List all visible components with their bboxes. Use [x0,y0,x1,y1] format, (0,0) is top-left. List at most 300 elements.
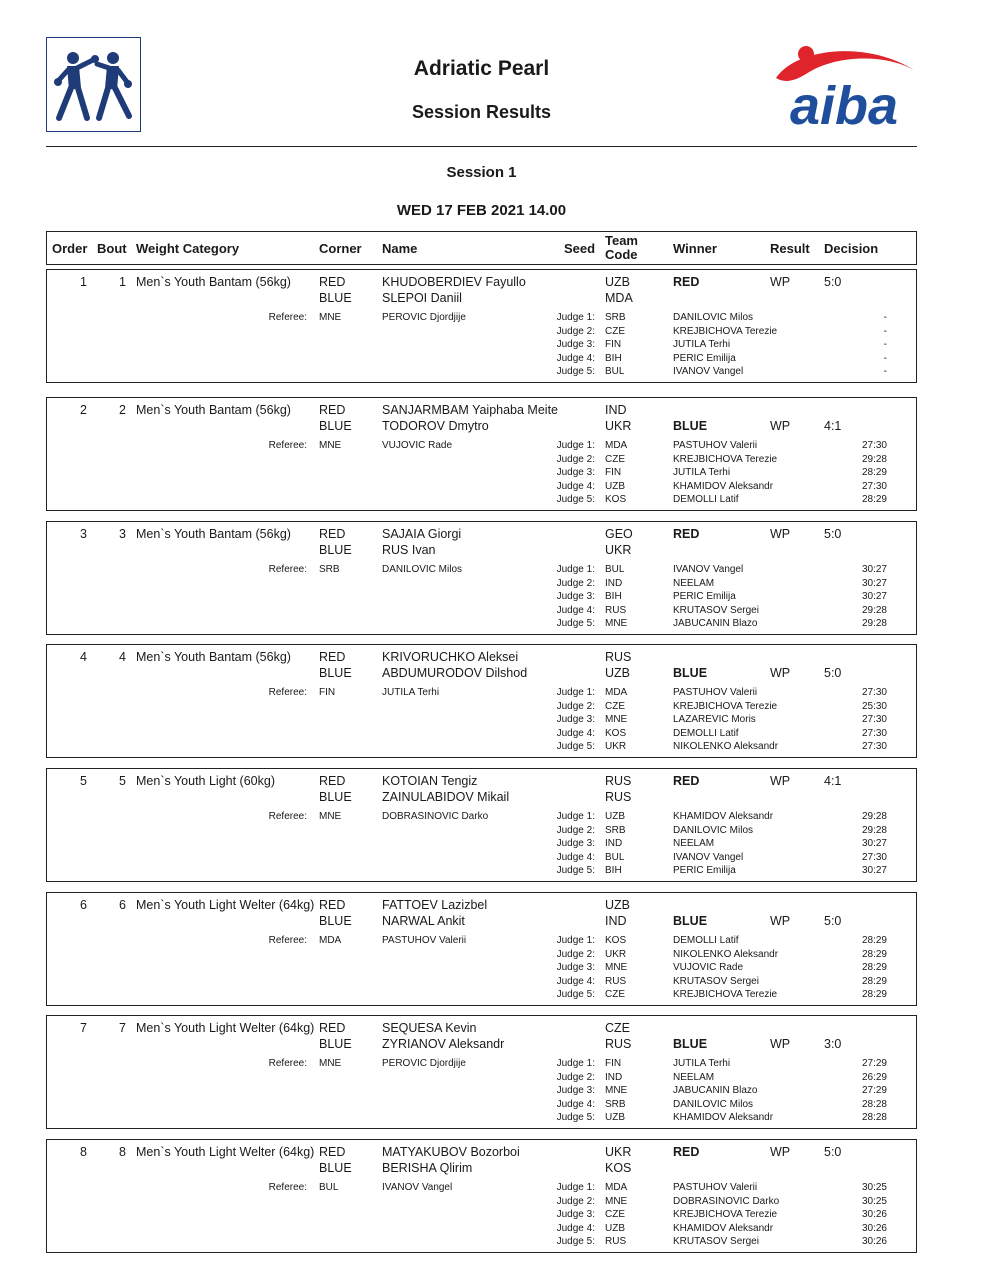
bout-order: 3 [80,527,87,541]
blue-team-code: KOS [605,1161,632,1175]
blue-boxer-name: RUS Ivan [382,543,436,557]
judge-label: Judge 3: [556,339,595,351]
decision: 5:0 [824,914,842,928]
judge-name: NIKOLENKO Aleksandr [673,948,779,960]
decision: 4:1 [824,419,842,433]
bout-order: 5 [80,774,87,788]
bout-number: 1 [119,275,126,289]
red-team-code: CZE [605,1021,630,1035]
bout-block [46,1139,917,1253]
result: WP [770,666,791,680]
judge-score: 28:29 [861,989,887,1001]
referee-label: Referee: [268,440,307,451]
winner: BLUE [673,666,708,680]
judge-score: 28:29 [861,948,887,960]
judge-name: PASTUHOV Valerii [673,440,758,451]
judge-label: Judge 5: [556,1112,595,1124]
referee-name: PEROVIC Djordjije [382,312,466,323]
col-weight-category: Weight Category [136,241,240,256]
judge-code: UKR [605,948,627,960]
blue-team-code: IND [605,914,627,928]
blue-corner-label: BLUE [319,419,352,433]
winner: RED [673,1145,700,1159]
judge-label: Judge 4: [556,851,595,863]
referee-code: MNE [319,811,342,822]
judge-label: Judge 4: [556,975,595,987]
blue-corner-label: BLUE [319,543,352,557]
bout-number: 5 [119,774,126,788]
weight-category: Men`s Youth Light (60kg) [136,774,275,788]
judge-label: Judge 2: [556,577,595,589]
judge-label: Judge 4: [556,352,595,364]
judge-name: DEMOLLI Latif [673,727,739,739]
col-winner: Winner [673,241,717,256]
referee-label: Referee: [268,1058,307,1069]
judge-label: Judge 3: [556,591,595,603]
judge-score: 27:29 [861,1058,887,1069]
weight-category: Men`s Youth Bantam (56kg) [136,650,291,664]
judge-name: PERIC Emilija [673,352,736,364]
judge-code: KOS [605,494,627,506]
decision: 4:1 [824,774,842,788]
referee-name: IVANOV Vangel [382,1182,453,1193]
judge-name: NEELAM [673,838,715,850]
judge-label: Judge 2: [556,1195,595,1207]
blue-corner-label: BLUE [319,291,352,305]
judge-score: 27:30 [861,440,887,451]
red-boxer-name: MATYAKUBOV Bozorboi [382,1145,520,1159]
judge-code: CZE [605,453,625,465]
blue-team-code: RUS [605,1037,632,1051]
judge-label: Judge 5: [556,865,595,877]
red-boxer-name: SAJAIA Giorgi [382,527,462,541]
judge-name: KREJBICHOVA Terezie [673,1209,778,1221]
judge-score: 28:29 [861,467,887,479]
referee-label: Referee: [268,1182,307,1193]
bout-block [46,768,917,882]
winner: BLUE [673,914,708,928]
col-order: Order [52,241,88,256]
bout-number: 3 [119,527,126,541]
judge-score: 28:29 [861,975,887,987]
judge-score: 28:29 [861,935,887,946]
judge-code: CZE [605,700,625,712]
blue-boxer-name: ZYRIANOV Aleksandr [382,1037,505,1051]
judge-name: DOBRASINOVIC Darko [673,1195,780,1207]
judge-name: DEMOLLI Latif [673,935,739,946]
judge-code: SRB [605,312,626,323]
blue-boxer-name: SLEPOI Daniil [382,291,462,305]
judge-label: Judge 1: [556,564,595,575]
judge-label: Judge 5: [556,741,595,753]
blue-boxer-name: BERISHA Qlirim [382,1161,473,1175]
judge-code: RUS [605,604,627,616]
blue-boxer-name: ZAINULABIDOV Mikail [382,790,510,804]
blue-corner-label: BLUE [319,914,352,928]
winner: BLUE [673,1037,708,1051]
judge-code: BIH [605,352,622,364]
judge-name: JUTILA Terhi [673,467,731,479]
referee-label: Referee: [268,312,307,323]
judge-code: BIH [605,865,622,877]
judge-label: Judge 2: [556,700,595,712]
result: WP [770,914,791,928]
judge-label: Judge 1: [556,1182,595,1193]
judge-name: DEMOLLI Latif [673,494,739,506]
referee-code: BUL [319,1182,339,1193]
judge-score: 25:30 [861,700,887,712]
judge-code: FIN [605,339,622,351]
referee-name: PEROVIC Djordjije [382,1058,466,1069]
blue-boxer-name: TODOROV Dmytro [382,419,489,433]
judge-name: KHAMIDOV Aleksandr [673,480,774,492]
judge-label: Judge 4: [556,604,595,616]
referee-code: MNE [319,312,342,323]
judge-code: KOS [605,935,627,946]
decision: 5:0 [824,666,842,680]
judge-score: 28:28 [861,1098,887,1110]
judge-score: 27:29 [861,1085,887,1097]
red-boxer-name: SEQUESA Kevin [382,1021,477,1035]
winner: BLUE [673,419,708,433]
judge-label: Judge 5: [556,494,595,506]
judge-name: IVANOV Vangel [673,564,744,575]
judge-code: MNE [605,1085,628,1097]
judge-code: RUS [605,1236,627,1248]
judge-name: JABUCANIN Blazo [673,618,758,630]
judge-label: Judge 1: [556,312,595,323]
blue-corner-label: BLUE [319,1161,352,1175]
judge-name: PERIC Emilija [673,591,736,603]
result: WP [770,774,791,788]
judge-name: KHAMIDOV Aleksandr [673,1112,774,1124]
decision: 3:0 [824,1037,842,1051]
judge-name: KHAMIDOV Aleksandr [673,811,774,822]
bout-block [46,892,917,1006]
judge-label: Judge 1: [556,935,595,946]
judge-name: DANILOVIC Milos [673,312,754,323]
red-corner-label: RED [319,650,346,664]
weight-category: Men`s Youth Light Welter (64kg) [136,898,315,912]
judge-score: - [883,352,887,364]
judge-code: MDA [605,687,628,698]
judge-name: NEELAM [673,1071,715,1083]
weight-category: Men`s Youth Bantam (56kg) [136,527,291,541]
red-team-code: RUS [605,774,632,788]
judge-name: DANILOVIC Milos [673,1098,754,1110]
blue-boxer-name: ABDUMURODOV Dilshod [382,666,528,680]
judge-code: MDA [605,440,628,451]
weight-category: Men`s Youth Light Welter (64kg) [136,1145,315,1159]
judge-score: - [883,339,887,351]
referee-name: DANILOVIC Milos [382,564,463,575]
judge-name: VUJOVIC Rade [673,962,744,974]
judge-name: JABUCANIN Blazo [673,1085,758,1097]
judge-score: 26:29 [861,1071,887,1083]
judge-name: KRUTASOV Sergei [673,604,759,616]
judge-score: 30:27 [861,564,887,575]
judge-label: Judge 5: [556,1236,595,1248]
judge-name: PERIC Emilija [673,865,736,877]
judge-label: Judge 4: [556,1222,595,1234]
col-team-code-line2: Code [605,247,638,262]
judge-score: 29:28 [861,453,887,465]
judge-code: CZE [605,325,625,337]
judge-score: 28:29 [861,494,887,506]
bout-block [46,521,917,635]
red-corner-label: RED [319,1021,346,1035]
judge-label: Judge 4: [556,1098,595,1110]
judge-name: JUTILA Terhi [673,1058,731,1069]
judge-score: 29:28 [861,618,887,630]
judge-code: SRB [605,824,626,836]
judge-score: 30:27 [861,838,887,850]
bout-number: 2 [119,403,126,417]
judge-name: PASTUHOV Valerii [673,687,758,698]
col-seed: Seed [564,241,596,256]
referee-code: FIN [319,687,336,698]
judge-code: IND [605,1071,623,1083]
result: WP [770,527,791,541]
red-corner-label: RED [319,527,346,541]
red-team-code: GEO [605,527,633,541]
judge-code: IND [605,577,623,589]
red-corner-label: RED [319,1145,346,1159]
table-header [46,231,917,265]
judge-label: Judge 5: [556,989,595,1001]
judge-score: 27:30 [861,687,887,698]
weight-category: Men`s Youth Bantam (56kg) [136,275,291,289]
event-title: Adriatic Pearl [413,57,550,80]
judge-label: Judge 1: [556,811,595,822]
judge-score: 29:28 [861,824,887,836]
red-corner-label: RED [319,774,346,788]
red-boxer-name: SANJARMBAM Yaiphaba Meite [382,403,559,417]
decision: 5:0 [824,527,842,541]
col-name: Name [382,241,418,256]
session-label: Session 1 [446,164,517,181]
judge-score: 29:28 [861,811,887,822]
judge-code: UZB [605,1112,625,1124]
judge-code: FIN [605,1058,622,1069]
judge-code: MNE [605,962,628,974]
bout-block [46,397,917,511]
blue-team-code: UZB [605,666,630,680]
bout-block [46,644,917,758]
judge-label: Judge 2: [556,325,595,337]
judge-label: Judge 3: [556,714,595,726]
bout-order: 7 [80,1021,87,1035]
referee-name: VUJOVIC Rade [382,440,453,451]
referee-name: DOBRASINOVIC Darko [382,811,489,822]
result: WP [770,275,791,289]
red-corner-label: RED [319,403,346,417]
document-title: Session Results [411,102,552,122]
judge-score: 28:28 [861,1112,887,1124]
referee-code: MNE [319,440,342,451]
judge-code: MNE [605,618,628,630]
judge-label: Judge 4: [556,480,595,492]
weight-category: Men`s Youth Bantam (56kg) [136,403,291,417]
judge-code: UZB [605,811,625,822]
judge-score: 30:27 [861,577,887,589]
judge-name: NIKOLENKO Aleksandr [673,741,779,753]
judge-label: Judge 3: [556,467,595,479]
red-team-code: RUS [605,650,632,664]
col-result: Result [770,241,810,256]
judge-code: BUL [605,564,625,575]
judge-score: 27:30 [861,741,887,753]
judge-label: Judge 3: [556,838,595,850]
red-team-code: IND [605,403,627,417]
judge-name: LAZAREVIC Moris [673,714,756,726]
blue-corner-label: BLUE [319,1037,352,1051]
judge-score: 27:30 [861,727,887,739]
session-datetime: WED 17 FEB 2021 14.00 [396,202,567,219]
judge-name: IVANOV Vangel [673,366,744,378]
judge-score: 29:28 [861,604,887,616]
judge-name: KRUTASOV Sergei [673,975,759,987]
red-corner-label: RED [319,275,346,289]
judge-code: SRB [605,1098,626,1110]
judge-score: 30:26 [861,1236,887,1248]
referee-name: JUTILA Terhi [382,687,440,698]
bout-order: 1 [80,275,87,289]
bout-block [46,269,917,383]
judge-name: KRUTASOV Sergei [673,1236,759,1248]
winner: RED [673,275,700,289]
judge-label: Judge 2: [556,1071,595,1083]
judge-score: 27:30 [861,714,887,726]
red-boxer-name: KOTOIAN Tengiz [382,774,478,788]
judge-name: KREJBICHOVA Terezie [673,989,778,1001]
judge-code: CZE [605,989,625,1001]
judge-code: BUL [605,851,625,863]
judge-code: BIH [605,591,622,603]
referee-code: MDA [319,935,342,946]
aiba-logo-text: aiba [790,76,899,130]
judge-score: 27:30 [861,480,887,492]
judge-score: 30:25 [861,1195,887,1207]
judge-code: MNE [605,714,628,726]
blue-corner-label: BLUE [319,666,352,680]
red-team-code: UZB [605,275,630,289]
result: WP [770,1145,791,1159]
referee-label: Referee: [268,687,307,698]
judge-label: Judge 3: [556,962,595,974]
judge-code: UKR [605,741,627,753]
result: WP [770,1037,791,1051]
judge-name: KREJBICHOVA Terezie [673,700,778,712]
col-team-code [605,234,638,262]
decision: 5:0 [824,1145,842,1159]
judge-label: Judge 1: [556,1058,595,1069]
judge-score: 28:29 [861,962,887,974]
col-team-code-line1: Team [605,233,638,248]
blue-team-code: RUS [605,790,632,804]
bout-number: 7 [119,1021,126,1035]
judge-name: DANILOVIC Milos [673,824,754,836]
judge-score: 30:26 [861,1222,887,1234]
red-boxer-name: KHUDOBERDIEV Fayullo [382,275,526,289]
judge-score: 30:26 [861,1209,887,1221]
judge-name: NEELAM [673,577,715,589]
bout-number: 8 [119,1145,126,1159]
judge-label: Judge 3: [556,1085,595,1097]
judge-code: UZB [605,1222,625,1234]
col-decision: Decision [824,241,879,256]
weight-category: Men`s Youth Light Welter (64kg) [136,1021,315,1035]
judge-score: 30:27 [861,591,887,603]
referee-name: PASTUHOV Valerii [382,935,467,946]
col-bout: Bout [97,241,127,256]
header-divider [46,146,917,147]
judge-label: Judge 4: [556,727,595,739]
blue-boxer-name: NARWAL Ankit [382,914,465,928]
bout-order: 4 [80,650,87,664]
blue-corner-label: BLUE [319,790,352,804]
judge-code: IND [605,838,623,850]
bout-number: 6 [119,898,126,912]
referee-label: Referee: [268,564,307,575]
judge-name: JUTILA Terhi [673,339,731,351]
referee-label: Referee: [268,935,307,946]
judge-name: KHAMIDOV Aleksandr [673,1222,774,1234]
blue-team-code: MDA [605,291,633,305]
judge-score: - [883,312,887,323]
judge-name: PASTUHOV Valerii [673,1182,758,1193]
bout-order: 6 [80,898,87,912]
judge-name: KREJBICHOVA Terezie [673,325,778,337]
result: WP [770,419,791,433]
blue-team-code: UKR [605,419,632,433]
judge-label: Judge 2: [556,453,595,465]
judge-name: IVANOV Vangel [673,851,744,863]
bout-order: 2 [80,403,87,417]
judge-code: FIN [605,467,622,479]
judge-label: Judge 5: [556,618,595,630]
judge-code: RUS [605,975,627,987]
bout-block [46,1015,917,1129]
judge-code: BUL [605,366,625,378]
judge-score: 27:30 [861,851,887,863]
judge-score: 30:25 [861,1182,887,1193]
judge-code: MNE [605,1195,628,1207]
judge-score: 30:27 [861,865,887,877]
bout-order: 8 [80,1145,87,1159]
referee-code: MNE [319,1058,342,1069]
winner: RED [673,527,700,541]
judge-label: Judge 2: [556,824,595,836]
red-team-code: UKR [605,1145,632,1159]
judge-code: KOS [605,727,627,739]
col-corner: Corner [319,241,362,256]
blue-team-code: UKR [605,543,632,557]
judge-label: Judge 3: [556,1209,595,1221]
referee-code: SRB [319,564,340,575]
judge-code: MDA [605,1182,628,1193]
judge-score: - [883,325,887,337]
red-boxer-name: FATTOEV Lazizbel [382,898,488,912]
bout-number: 4 [119,650,126,664]
judge-label: Judge 5: [556,366,595,378]
judge-label: Judge 1: [556,687,595,698]
decision: 5:0 [824,275,842,289]
judge-label: Judge 1: [556,440,595,451]
red-boxer-name: KRIVORUCHKO Aleksei [382,650,519,664]
judge-score: - [883,366,887,378]
judge-code: CZE [605,1209,625,1221]
